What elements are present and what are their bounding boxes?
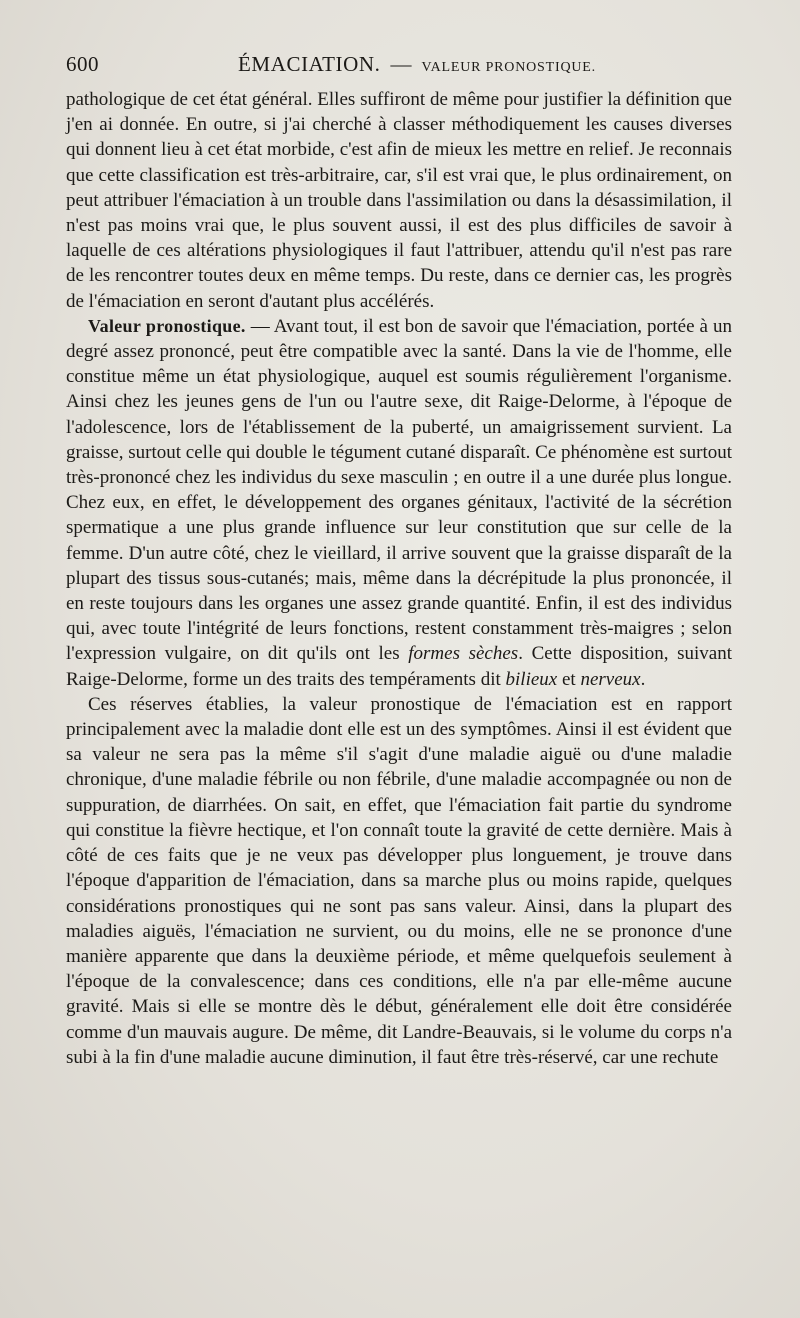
paragraph-text: . Cette disposition, suivant Raige-Delorme, forme un des traits des tempéraments dit <box>66 643 733 690</box>
paragraph-text: et <box>557 668 581 690</box>
paragraph-reserves: Ces réserves établies, la valeur pronostique de l'émaciation est en rapport principalement avec la maladie dont elle est un des symptômes. Ainsi il est évident que sa valeur ne sera pas la même s'il s'agit d'une maladie aiguë ou d'une maladie chronique, d'une maladie fébrile ou non fébrile, d'une maladie accompagnée ou non de suppuration, de diarrhées. On sait, en effet, que l'émaciation fait partie du syndrome qui constitue la fièvre hectique, et l'on connaît toute la gravité de cette dernière. Mais à côté de ces faits que je ne veux pas développer plus longuement, je trouve dans l'époque d'apparition de l'émaciation, dans sa marche plus ou moins rapide, quelques considérations pronostiques qui ne sont pas sans valeur. Ainsi, dans la plupart des maladies aiguës, l'émaciation ne survient, ou du moins, elle ne se prononce d'une manière apparente que dans la deuxième période, et même quelquefois seulement à l'époque de la convalescence; dans ces conditions, elle n'a par elle-même aucune gravité. Mais si elle se montre dès le début, généralement elle doit être considérée comme d'un mauvais augure. De même, dit Landre-Beauvais, si le volume du corps n'a subi à la fin d'une maladie aucune diminution, il faut être très-réservé, car une rechute <box>66 693 732 1068</box>
italic-term: formes sèches <box>408 643 519 665</box>
page-header <box>66 52 734 82</box>
heading-dash: — <box>245 315 274 337</box>
paragraph-text: . <box>640 668 646 690</box>
running-head-subtitle: VALEUR PRONOSTIQUE. <box>421 60 596 75</box>
running-head <box>238 52 596 77</box>
running-head-title: ÉMACIATION. <box>238 52 381 76</box>
section-heading: Valeur pronostique. <box>88 315 246 336</box>
running-head-separator: — <box>390 52 412 76</box>
page-number: 600 <box>66 52 99 76</box>
italic-term: nerveux <box>580 668 641 690</box>
paragraph-valeur-pronostique <box>66 314 732 692</box>
paragraph-text: Avant tout, il est bon de savoir que l'émaciation, portée à un degré assez prononcé, peut être compatible avec la santé. Dans la vie de l'homme, elle constitue même un état physiologique, auquel est soumis régulièrement l'organisme. Ainsi chez les jeunes gens de l'un ou l'autre sexe, dit Raige-Delorme, à l'époque de l'adolescence, lors de l'établissement de la puberté, un amaigrissement survient. La graisse, surtout celle qui double le tégument cutané disparaît. Ce phénomène est surtout très-prononcé chez les individus du sexe masculin ; en outre il a une durée plus longue. Chez eux, en effet, le développement des organes génitaux, l'activité de la sécrétion spermatique a une plus grande influence sur leur constitution que sur celle de la femme. D'un autre côté, chez le vieillard, il arrive souvent que la graisse disparaît de la plupart des tissus sous-cutanés; mais, même dans la décrépitude la plus prononcée, il en reste toujours dans les organes une assez grande quantité. Enfin, il est des individus qui, avec toute l'intégrité de leurs fonctions, restent constamment très-maigres ; selon l'expression vulgaire, on dit qu'ils ont les <box>66 315 732 665</box>
paragraph-continuation: pathologique de cet état général. Elles suffiront de même pour justifier la définition que j'en ai donnée. En outre, si j'ai cherché à classer méthodiquement les causes diverses qui donnent lieu à cet état morbide, c'est afin de mieux les mettre en relief. Je reconnais que cette classification est très-arbitraire, car, s'il est vrai que, le plus ordinairement, on peut attribuer l'émaciation à un trouble dans l'assimilation ou dans la désassimilation, il n'est pas moins vrai que, le plus souvent aussi, il est des plus difficiles de savoir à laquelle de ces altérations physiologiques il faut l'attribuer, attendu qu'il n'est pas rare de les rencontrer toutes deux en même temps. Du reste, dans ce dernier cas, les progrès de l'émaciation en seront d'autant plus accélérés. <box>66 89 732 312</box>
italic-term: bilieux <box>505 668 558 690</box>
body-text <box>66 87 732 1070</box>
